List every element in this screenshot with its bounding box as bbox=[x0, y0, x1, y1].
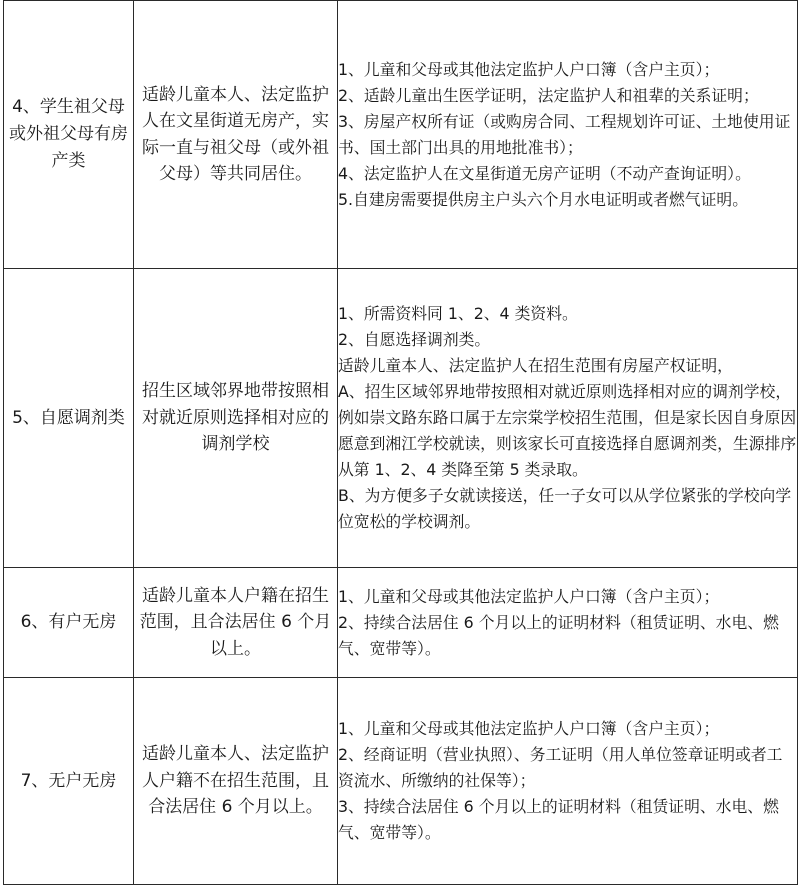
material-item: 1、所需资料同 1、2、4 类资料。 bbox=[338, 304, 578, 323]
material-item: 3、持续合法居住 6 个月以上的证明材料（租赁证明、水电、燃气、宽带等）。 bbox=[338, 797, 779, 842]
category-cell bbox=[4, 269, 134, 568]
material-item: 适龄儿童本人、法定监护人在招生范围有房屋产权证明， bbox=[338, 356, 733, 375]
material-item: 2、自愿选择调剂类。 bbox=[338, 330, 491, 349]
material-item: 1、儿童和父母或其他法定监护人户口簿（含户主页）； bbox=[338, 586, 720, 606]
table-row bbox=[4, 678, 798, 885]
category-label: 6、有户无房 bbox=[20, 612, 117, 632]
category-label: 4、学生祖父母或外祖父母有房产类 bbox=[9, 97, 128, 171]
material-item: 1、儿童和父母或其他法定监护人户口簿（含户主页）； bbox=[338, 59, 720, 79]
category-label: 7、无户无房 bbox=[20, 770, 117, 791]
material-item: 4、法定监护人在文星街道无房产证明（不动产查询证明）。 bbox=[338, 163, 751, 183]
materials-cell bbox=[338, 568, 798, 678]
material-item: 2、经商证明（营业执照）、务工证明（用人单位签章证明或者工资流水、所缴纳的社保等）； bbox=[338, 745, 783, 790]
category-label: 5、自愿调剂类 bbox=[12, 407, 125, 428]
material-item: 2、适龄儿童出生医学证明，法定监护人和祖辈的关系证明； bbox=[338, 85, 759, 105]
material-item: 1、儿童和父母或其他法定监护人户口簿（含户主页）； bbox=[338, 719, 720, 738]
condition-cell bbox=[134, 568, 338, 678]
condition-cell bbox=[134, 1, 338, 269]
category-cell bbox=[4, 568, 134, 678]
material-item: 5.自建房需要提供房主户头六个月水电证明或者燃气证明。 bbox=[338, 189, 748, 209]
materials-cell bbox=[338, 269, 798, 568]
condition-text: 适龄儿童本人户籍在招生范围，且合法居住 6 个月以上。 bbox=[139, 585, 332, 659]
materials-cell bbox=[338, 678, 798, 885]
materials-cell bbox=[338, 1, 798, 269]
category-cell bbox=[4, 1, 134, 269]
table-row bbox=[4, 568, 798, 678]
condition-text: 适龄儿童本人、法定监护人户籍不在招生范围，且合法居住 6 个月以上。 bbox=[142, 744, 329, 818]
material-item: 3、房屋产权所有证（或购房合同、工程规划许可证、土地使用证书、国土部门出具的用地批准书）； bbox=[338, 111, 791, 157]
condition-cell bbox=[134, 269, 338, 568]
condition-cell bbox=[134, 678, 338, 885]
table-row bbox=[4, 1, 798, 269]
enrollment-category-table bbox=[3, 0, 798, 885]
condition-text: 适龄儿童本人、法定监护人在文星街道无房产，实际一直与祖父母（或外祖父母）等共同居住。 bbox=[142, 84, 329, 184]
condition-text: 招生区域邻界地带按照相对就近原则选择相对应的调剂学校 bbox=[142, 381, 329, 455]
material-item: 2、持续合法居住 6 个月以上的证明材料（租赁证明、水电、燃气、宽带等）。 bbox=[338, 612, 779, 658]
material-item: B、为方便多子女就读接送，任一子女可以从学位紧张的学校向学位宽松的学校调剂。 bbox=[338, 486, 792, 531]
table-row bbox=[4, 269, 798, 568]
category-cell bbox=[4, 678, 134, 885]
material-item: A、招生区域邻界地带按照相对就近原则选择相对应的调剂学校，例如崇文路东路口属于左宗棠学校招生范围，但是家长因自身原因愿意到湘江学校就读，则该家长可直接选择自愿调剂类，生源排序从第 1、2、4 类降至第 5 类录取。 bbox=[338, 382, 797, 479]
